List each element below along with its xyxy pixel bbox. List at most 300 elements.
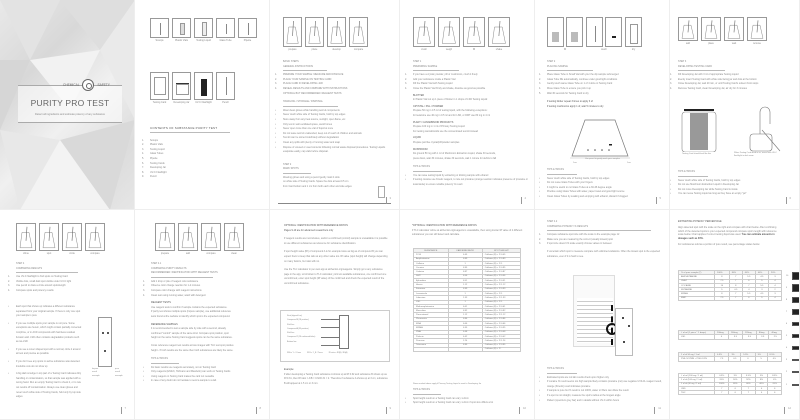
table-cell: 1.33 bbox=[448, 296, 482, 300]
page-number: 6 bbox=[786, 197, 791, 204]
potency-table-1 bbox=[678, 270, 782, 301]
table-cell: Paracetamol bbox=[414, 313, 449, 317]
steps-list bbox=[143, 280, 263, 298]
table-cell: 0.42 bbox=[448, 334, 482, 338]
figure-clean bbox=[224, 223, 244, 256]
table-cell: 1 bbox=[448, 261, 482, 265]
item-text: PLACE CARD IN DEVELOPING JAR bbox=[283, 82, 323, 86]
paragraph: If reagent results are inconclusive, and/or a confirmed (control) sample is unavailable it is possible to use different substances as reference for substance identification. bbox=[284, 237, 388, 245]
figure-add bbox=[178, 223, 198, 256]
formulas bbox=[287, 351, 347, 356]
basic-steps-list bbox=[275, 73, 393, 96]
scale-bar bbox=[792, 384, 800, 386]
bullet-icon: • bbox=[8, 305, 9, 308]
step-line: on white side of Testing Cards. Space the dots at least 0.5 cm bbox=[283, 180, 349, 184]
reference-sections bbox=[151, 301, 263, 353]
section-title: BASIC STEPS bbox=[283, 60, 299, 63]
table-cell: 7 bbox=[729, 275, 742, 279]
figure-spot bbox=[39, 223, 59, 256]
table-cell: 3% bbox=[729, 374, 742, 378]
table-cell: 7 bbox=[715, 391, 729, 395]
figure-shake bbox=[488, 17, 510, 52]
example-title: Example: bbox=[284, 368, 294, 371]
step-line: from Card bottom and 1 cm from both each other and side edges bbox=[283, 185, 352, 189]
item-number: 7. bbox=[142, 166, 144, 170]
item-text: Observe color change reaction for 1-2 minutes bbox=[151, 284, 201, 288]
table-cell: 20% bbox=[768, 382, 782, 386]
result-bullet bbox=[8, 322, 82, 345]
step-text bbox=[283, 176, 393, 190]
step-subtitle-2: RECOMMENDED: IDENTIFICATION WITH REAGENT TESTS bbox=[151, 271, 218, 275]
table-cell: 10 bbox=[715, 283, 730, 287]
diagram-label: Bottom line bbox=[287, 340, 297, 343]
item-text: Spot height result on a Testing Card can vary 1-2mm if spot size differs a lot bbox=[413, 401, 494, 405]
bullet-icon: • bbox=[539, 194, 540, 198]
item-text: A big dark smudge in top part of a Testing Card indicates dirty handling or contamination, so that sample was applied with a wrong hand. Run an empty Testing Card to check it, or to rule out results off contamination. Always use clean gloves and never touch white side of Testing Cards, hold only by top side edges bbox=[16, 372, 82, 399]
figure-testing-card: Testing Card bbox=[150, 72, 169, 105]
table-cell: 7 bbox=[729, 279, 742, 283]
item-text: Evenly insert Testing Card with white side facing jar and dots at the bottom bbox=[678, 77, 757, 81]
sample-type-heading: MUSHROOM bbox=[413, 147, 428, 151]
basic-steps-page bbox=[270, 0, 400, 210]
page-number: 7 bbox=[121, 407, 126, 414]
item-number: 5. bbox=[142, 156, 144, 160]
list-item bbox=[275, 92, 393, 97]
item-number: 3. bbox=[8, 284, 10, 288]
item-text: You can reuse Testing Liquid as long as they have an empty "jar" bbox=[678, 192, 747, 196]
sample-type-heading: BLOTTER bbox=[413, 93, 425, 97]
figure-box bbox=[39, 223, 59, 251]
table-cell: 6 bbox=[742, 279, 755, 283]
result-bullet bbox=[8, 348, 82, 357]
item-number: 1. bbox=[275, 73, 277, 77]
table-cell: LSD bbox=[679, 335, 715, 339]
column-header: 5.5% bbox=[741, 353, 755, 357]
table-cell: 0.86 bbox=[448, 317, 482, 321]
figure-box bbox=[85, 223, 105, 251]
table-cell: 40% bbox=[755, 382, 768, 386]
step-title: STEP 2 bbox=[283, 162, 292, 166]
figures-row-1 bbox=[150, 18, 257, 43]
scale-bar bbox=[792, 334, 800, 338]
section-line: Cross reference reagent test results across images with TLC test spot positive bbox=[151, 343, 234, 347]
figure-illustration bbox=[464, 18, 486, 48]
item-number: 6. bbox=[142, 161, 144, 165]
table-cell bbox=[448, 347, 482, 351]
ratio-table-page bbox=[400, 210, 535, 420]
section-heading: REAGENT TESTS bbox=[151, 301, 171, 305]
item-text: If a spot is not straight, measure the spot's radius at the longest angle bbox=[547, 393, 621, 397]
page-number: 9 bbox=[386, 407, 391, 414]
item-text: You can save testing liquid by extracting or diluting sample with ethanol bbox=[413, 173, 489, 177]
bullet-icon: • bbox=[539, 176, 540, 180]
table-cell: 5.5 bbox=[742, 292, 755, 296]
figure-box bbox=[747, 17, 767, 41]
diagram-label-left: 1cm bbox=[573, 162, 577, 164]
step-title: STEP 4.1 bbox=[151, 262, 162, 265]
scale-label: 1 bbox=[786, 383, 788, 386]
item-text: Glass Tubes bbox=[150, 152, 164, 156]
table-cell: 3.5 bbox=[742, 335, 756, 339]
table-cell: 50% bbox=[729, 378, 742, 382]
figure-caption: compare bbox=[353, 48, 364, 51]
table-cell: 1 bbox=[448, 291, 482, 295]
table-cell: 5.5 bbox=[742, 275, 755, 279]
cover-title: PURITY PRO TEST bbox=[30, 98, 110, 108]
item-text: Do not reuse Glass Tubes with your fingers bbox=[547, 181, 593, 185]
intro-text: Align detected spot with the scale on the right and compare with chart below. After confirming which of the detected spots is your expected compound compare spot's length with reference scale below. Chart applies if correct testing liquid was used. bbox=[678, 225, 777, 237]
page-number: 12 bbox=[784, 407, 791, 414]
table-cell: CHAT bbox=[679, 279, 715, 283]
page-number: 4 bbox=[521, 197, 526, 204]
tips-title: TIPS & TRICKS bbox=[151, 357, 168, 361]
item-number: 1. bbox=[670, 73, 672, 77]
section-line: tests found at the website to identify which spot is the expected compound. bbox=[151, 314, 231, 318]
step-subtitle: COMPARING PURITY RESULTS bbox=[151, 266, 187, 270]
figure-box bbox=[413, 17, 435, 47]
table-cell: Caffeine (B) × 2^0.66 bbox=[482, 322, 520, 326]
item-text: Place Glass Tube in Small Vial with your the dip sample submerged bbox=[547, 73, 619, 77]
table-cell: 6 bbox=[729, 391, 742, 395]
table-cell: Levamisole bbox=[414, 291, 449, 295]
table-cell: 1.24 bbox=[448, 339, 482, 343]
table-cell bbox=[414, 347, 449, 351]
figures-row-2 bbox=[150, 72, 235, 105]
figure-illustration bbox=[439, 18, 461, 48]
result-label: Impure bbox=[92, 368, 99, 370]
item-number: 4. bbox=[539, 86, 541, 90]
bullet-icon: • bbox=[405, 173, 406, 177]
item-text: Add 1 drop or pile of reagent onto substance bbox=[151, 279, 199, 283]
table-cell: Amphetamine bbox=[414, 257, 449, 261]
table-cell: 4.5 bbox=[729, 288, 742, 292]
item-text: Do basic results use reagents accurately, not on Testing Card bbox=[151, 365, 216, 369]
item-text: Never touch white side of Testing Cards, hold by top edges bbox=[678, 178, 741, 182]
page-title: ESTIMATING POTENCY PERCENTAGE bbox=[678, 220, 722, 223]
developing-section bbox=[670, 60, 796, 92]
figure-developing-jar: Developing Jar bbox=[172, 72, 191, 105]
item-number: 2. bbox=[275, 77, 277, 81]
figure-box bbox=[16, 223, 36, 251]
potency-intro bbox=[678, 220, 782, 247]
table-cell: 8.5% bbox=[768, 374, 782, 378]
sample-type-heading: CRYSTAL / PILL / POWDER bbox=[413, 104, 444, 108]
column-header: 40% bbox=[755, 271, 768, 275]
basic-steps-section bbox=[275, 60, 393, 190]
bullet-icon: • bbox=[539, 181, 540, 185]
table-cell: 2C-B bbox=[414, 253, 449, 257]
steps-list bbox=[670, 73, 796, 91]
figure-illustration bbox=[179, 224, 199, 252]
contents-list bbox=[142, 139, 230, 180]
potency-table-4 bbox=[678, 373, 782, 395]
table-cell: 6 bbox=[768, 386, 782, 390]
item-text: Never open more than one vial of liquid at once bbox=[283, 127, 334, 131]
bullet-item bbox=[539, 399, 665, 404]
item-text: Test kit can be stored indefinitely without degradation bbox=[283, 136, 340, 140]
item-text: Wear clean gloves while handling test kit components bbox=[283, 108, 340, 112]
section-line: height on the same Testing Card suggests spots can be the same substance. bbox=[151, 336, 233, 340]
figure-box bbox=[724, 17, 744, 41]
column-header: % of pure sample (€) bbox=[679, 271, 715, 275]
step-figures bbox=[413, 17, 510, 52]
column-header: 0.5% bbox=[715, 353, 729, 357]
bullet-icon: • bbox=[670, 187, 671, 191]
formula: Rf ratio = Rf(B) / Rf(A) bbox=[328, 352, 348, 354]
item-text: Add your substance inside a Plastic Vial bbox=[413, 77, 456, 81]
figure-illustration bbox=[414, 18, 436, 48]
intro-text: If TLC calculator online at alchemist.org/reagents is unavailable, then using known Rf value of 2 different substances you can still detect and calculate. bbox=[412, 228, 523, 237]
item-number: 2. bbox=[8, 279, 10, 283]
tips-list bbox=[143, 366, 263, 384]
table-cell: Caffeine (B) × 2^0.95 bbox=[482, 343, 520, 347]
table-cell: Caffeine (B) × 2^0.48 bbox=[482, 330, 520, 334]
scale-label: 7 bbox=[786, 310, 788, 313]
scale-mark bbox=[786, 322, 800, 327]
column-header: 80% bbox=[729, 271, 742, 275]
item-number: 3. bbox=[405, 82, 407, 86]
potency-chart-thumbnail bbox=[573, 275, 615, 347]
sample-type-heading: LIQUID bbox=[413, 136, 421, 140]
sample-type-line: Prepare just like crystal/pill/powder samples bbox=[413, 140, 460, 144]
table-cell: 0.35 bbox=[448, 326, 482, 330]
item-text: Never touch white side of Testing Cards, hold by top edges bbox=[283, 113, 346, 117]
logo bbox=[63, 79, 110, 91]
item-text: Move Glass Tube to ensure you pick it up bbox=[547, 86, 591, 90]
potency-percentage-page bbox=[670, 210, 800, 420]
table-cell: 7 bbox=[742, 283, 755, 287]
bullet-item bbox=[539, 195, 665, 200]
table-row bbox=[679, 335, 782, 339]
table-cell: 7.5 bbox=[715, 279, 730, 283]
formula: Rf A = Yₐ / Ymax bbox=[287, 352, 301, 354]
reference-ratios-page bbox=[270, 210, 400, 420]
figure-crush bbox=[413, 17, 435, 52]
scale-bar bbox=[792, 359, 800, 361]
scale-mark bbox=[786, 346, 800, 349]
bullet-icon: • bbox=[143, 379, 144, 383]
tips-section bbox=[405, 388, 525, 406]
table-cell: Caffeine (B) × 2^0.42 bbox=[482, 334, 520, 338]
scale-label: 4 bbox=[786, 346, 788, 349]
item-text: REVEAL RESULTS AND COMPARE WITH INSTRUCTIONS bbox=[283, 86, 348, 90]
column-header: 160mg bbox=[728, 331, 742, 335]
bullet-icon: • bbox=[275, 131, 276, 135]
figure-caption: prepare bbox=[288, 48, 297, 51]
item-text: If you have a crystal, powder, pill or mushroom, crush it finely bbox=[413, 73, 478, 77]
table-cell: Phenacetin bbox=[414, 317, 449, 321]
figure-pipette: Pipette bbox=[238, 18, 257, 43]
item-text: Spot height result on a Testing Card can vary 1-2mm bbox=[413, 396, 469, 400]
figure-dry: dry bbox=[625, 17, 642, 52]
scale-label: 8 bbox=[786, 298, 788, 301]
item-text: Gently touch same Glass Tube on 1 of 4 dots on Testing Card bbox=[547, 82, 613, 86]
table-cell: Caffeine (B) × 2^0.51 bbox=[482, 279, 520, 283]
tips-list bbox=[539, 376, 665, 404]
bullet-icon: • bbox=[143, 365, 144, 369]
bullet-icon: • bbox=[539, 380, 540, 384]
item-text: It might be useful to cut Glass Tubes at a 30-45 degree angle bbox=[547, 185, 612, 189]
table-cell: THC bbox=[679, 391, 715, 395]
table-cell: 3 bbox=[768, 275, 781, 279]
figure-pencil: Pencil bbox=[216, 72, 235, 105]
table-cell: 8 bbox=[715, 292, 730, 296]
item-number: 3. bbox=[539, 82, 541, 86]
figure-box bbox=[678, 17, 698, 41]
table-cell: 8 bbox=[715, 275, 730, 279]
steps-list bbox=[539, 233, 662, 247]
table-cell: 20% bbox=[715, 378, 729, 382]
cover-page bbox=[0, 0, 135, 210]
table-cell: Caffeine (B) × 2^0.89 bbox=[482, 257, 520, 261]
cover-title-band bbox=[18, 85, 122, 123]
result-card-illustration bbox=[98, 317, 112, 367]
figure-illustration bbox=[306, 18, 325, 48]
table-cell: Caffeine (B) × 2^1 bbox=[482, 261, 520, 265]
table-cell: 3.5 bbox=[728, 335, 742, 339]
item-text: If cocaine % result seems too high sample likely contains procaine (cut) use negative UV/LCL reagent result, orange (Kinetic) result indicates procaine bbox=[547, 380, 662, 388]
column-header: 100% bbox=[715, 271, 730, 275]
scale-mark bbox=[786, 284, 800, 291]
table-cell: 0.45 bbox=[448, 253, 482, 257]
table-cell: 0.95 bbox=[448, 343, 482, 347]
table-cell: Caffeine (B) × 2^0.45 bbox=[482, 253, 520, 257]
table-cell: 1 ul of (40 mg / 1 ml) bbox=[679, 382, 715, 386]
table-cell: 0.61 bbox=[448, 304, 482, 308]
table-cell: LSD bbox=[414, 300, 449, 304]
table-cell: Ephedrine bbox=[414, 279, 449, 283]
figure-box bbox=[155, 223, 175, 251]
table-cell: KETAMINE bbox=[679, 288, 715, 292]
table-cell: 4 bbox=[768, 279, 781, 283]
item-text: PLACE YOUR SAMPLE ON TESTING CARD bbox=[283, 77, 332, 81]
potency-table-3 bbox=[678, 352, 782, 362]
paragraph: Use the TLC calculator in pen test app at alchemist.org/reagents. Simply go to any substance page in the app, scroll down to TLC calculator, pick two available substances, one confirmed one unconfirmed, enter spot height (Rf value) of the confirmed and check the expected result of the unconfirmed substance. bbox=[284, 268, 387, 285]
column-header: SPOT HEIGHT bbox=[482, 249, 520, 253]
result-bullet bbox=[8, 372, 82, 400]
tips-section bbox=[539, 367, 665, 403]
result-label: example bbox=[115, 374, 123, 377]
intro-note: For substances sold as a portion of pure result, see percentage scales below. bbox=[678, 242, 760, 246]
item-text: Close Developing Jar, wait 20 min, or until Testing Card's solvent front stops bbox=[678, 82, 759, 86]
sample-type-line: For testing cannabinoids use the concentrated test kit instead bbox=[413, 129, 478, 133]
tips-list bbox=[670, 179, 796, 197]
step-title: STEP 4.2 bbox=[547, 220, 558, 223]
result-bullet bbox=[8, 305, 82, 319]
bullet-icon: • bbox=[275, 113, 276, 117]
bullet-icon: • bbox=[275, 136, 276, 140]
table-cell: 4 bbox=[768, 296, 781, 300]
column-header: 40mg bbox=[769, 331, 782, 335]
item-number: 2. bbox=[539, 77, 541, 81]
example-text: If after developing a Testing Card substance A shows up at Rf 0.62 and substance B shows up as Rf 0.31, then Rf ratio = A/B = 0.62/0.31 = 2. Therefore if substance A shows up at 3 cm, substance B will appear at 1.5 cm or 3 mm. bbox=[284, 372, 388, 385]
table-cell: 0.66 bbox=[448, 322, 482, 326]
step-title: STEP 1 bbox=[413, 60, 422, 63]
scale-bar bbox=[792, 297, 800, 303]
tips-title: TIPS & TRICKS bbox=[678, 170, 695, 173]
table-cell: 0.56 bbox=[448, 274, 482, 278]
caption-right: When Testing Card dried in air, reveal with UV-C flashlight in dark room bbox=[734, 152, 777, 157]
item-text: Only reagents (Ehrlich, Hofmann and Mandelin) can work on Testing Cards bbox=[151, 370, 231, 374]
item-text: Fill the Plastic Vial with Testing Liquid bbox=[413, 82, 453, 86]
table-cell: 8 bbox=[729, 283, 742, 287]
table-cell: 4 bbox=[715, 335, 729, 339]
item-text: Do not leave test kit unattended, keep out of reach of children and animals bbox=[283, 131, 362, 135]
figure-box bbox=[701, 17, 721, 41]
item-number: 3. bbox=[539, 242, 541, 246]
item-number: 9. bbox=[142, 175, 144, 179]
table-cell: 7 bbox=[742, 386, 756, 390]
paragraph: If spot height value (Rf) of compound A is for example twice as big as of compound B you can expect them to keep that ratio at any other value too. Rf value (spot height) will change depending on many factors, but ratio will not. bbox=[284, 250, 388, 263]
item-text: If testing cocaine use Kinetic reagent, to rule out procaine (orange reaction indicates presence of procaine or levamisole) to ensure reliable potency % result bbox=[413, 178, 528, 187]
step-figures bbox=[155, 223, 244, 256]
table-cell: Caffeine (B) × 2^0.95 bbox=[482, 266, 520, 270]
bullet-icon: • bbox=[539, 393, 540, 397]
table-cell: Procaine bbox=[414, 339, 449, 343]
figure-caption: shine bbox=[23, 252, 29, 255]
sample-type-sections bbox=[413, 94, 528, 162]
figure-plastic-vials: Plastic Vials bbox=[172, 18, 191, 43]
item-number: 4. bbox=[275, 86, 277, 90]
item-text: Pipette bbox=[150, 156, 158, 160]
figure-caption: compare bbox=[206, 252, 216, 255]
table-cell: 3 bbox=[768, 292, 781, 296]
bullet-item bbox=[405, 401, 525, 406]
table-cell: 4% bbox=[768, 378, 782, 382]
rf-diagram bbox=[280, 310, 390, 362]
figure-caption: circle bbox=[69, 252, 75, 255]
table-cell: Caffeine bbox=[414, 261, 449, 265]
table-cell: Caffeine (B) × 2^0.61 bbox=[482, 304, 520, 308]
column-header: # of ml (1 piece * 1 drops) bbox=[679, 331, 715, 335]
table-cell: 52% bbox=[742, 378, 756, 382]
table-cell: 0.95 bbox=[448, 266, 482, 270]
testing-card-result bbox=[615, 308, 633, 356]
paragraphs bbox=[284, 237, 388, 286]
table-cell: AMPHETAMINE bbox=[679, 275, 715, 279]
table-cell: MDMA bbox=[679, 292, 715, 296]
item-number: 4. bbox=[8, 288, 10, 292]
item-number: 2. bbox=[670, 77, 672, 81]
sample-type-line: press down, wait 30 minutes, shake 30 seconds, wait 1 minute for debris to fall bbox=[413, 156, 497, 160]
table-cell: 7.5 bbox=[715, 296, 730, 300]
column-header: 80mg bbox=[756, 331, 769, 335]
scale-bar bbox=[792, 371, 800, 373]
figure-illustration bbox=[86, 224, 106, 252]
tips-list bbox=[405, 174, 528, 188]
table-cell: Caffeine (B) × 2^1.12 bbox=[482, 283, 520, 287]
figure-circle bbox=[62, 223, 82, 256]
page-number: 5 bbox=[656, 197, 661, 204]
figure-fill: fill bbox=[547, 17, 583, 52]
table-cell: Caffeine (B) × 2^0.35 bbox=[482, 326, 520, 330]
column-header: 200mg bbox=[715, 331, 729, 335]
developing-card-page bbox=[670, 0, 800, 210]
item-number: 4. bbox=[405, 86, 407, 90]
bullet-icon: • bbox=[539, 190, 540, 194]
figure-caption: place bbox=[708, 42, 714, 45]
diagram-label: Shift line bbox=[287, 332, 295, 335]
figure-illustration bbox=[225, 224, 245, 252]
scale-label: 9 bbox=[786, 286, 788, 289]
item-number: 8. bbox=[142, 170, 144, 174]
bullet-icon: • bbox=[143, 374, 144, 378]
bullet-icon: • bbox=[539, 375, 540, 379]
figure-caption: compare bbox=[90, 252, 100, 255]
item-text: Remove Testing Card, clean Developing Jar, air dry for 3 minutes bbox=[678, 86, 747, 90]
tips-title: TIPS & TRICKS bbox=[547, 367, 564, 370]
item-text: Scoops bbox=[150, 138, 158, 142]
